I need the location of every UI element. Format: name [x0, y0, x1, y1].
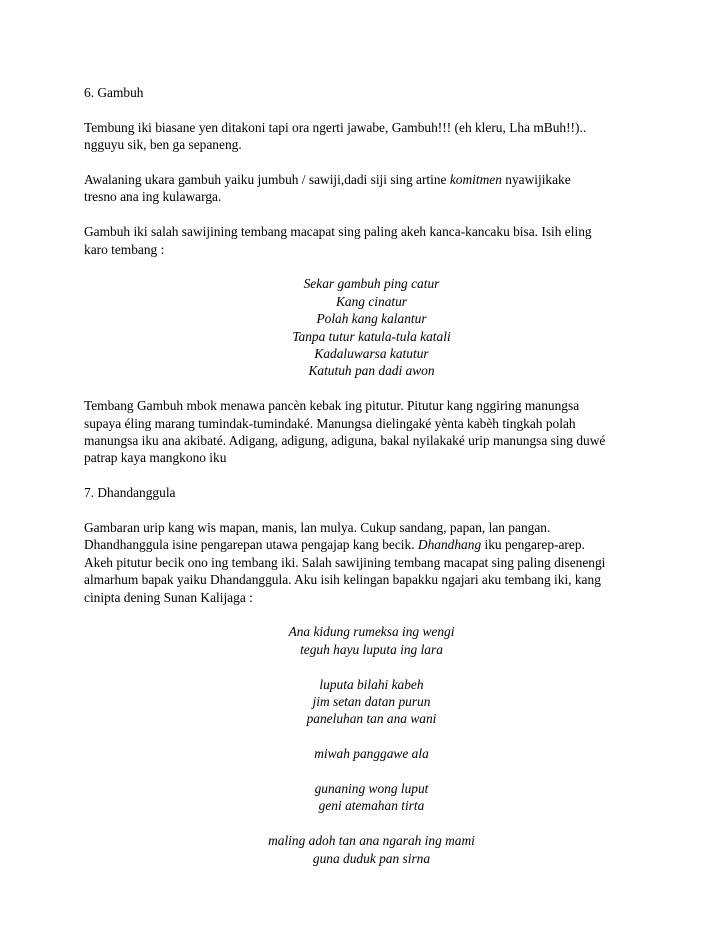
poem-line: miwah panggawe ala — [314, 746, 429, 762]
text-line: cinipta dening Sunan Kalijaga : — [84, 589, 253, 605]
document-page — [84, 84, 659, 867]
poem-line: Ana kidung rumeksa ing wengi — [288, 624, 455, 640]
poem-line: Kadaluwarsa katutur — [314, 346, 429, 362]
section-heading-dhandanggula: 7. Dhandanggula — [84, 485, 176, 501]
emphasis-dhandhang: Dhandhang — [417, 537, 482, 553]
text-segment: Awalaning ukara gambuh yaiku jumbuh / sawiji,dadi siji sing artine — [84, 172, 450, 187]
poem-stanza — [84, 676, 659, 728]
poem-gambuh — [84, 275, 659, 379]
text-line — [84, 536, 659, 553]
paragraph-gambuh-macapat — [84, 223, 659, 258]
text-segment: iku pengarep-arep. — [481, 537, 585, 553]
text-line: karo tembang : — [84, 241, 165, 257]
poem-line: Kang cinatur — [335, 293, 408, 309]
text-line: Tembang Gambuh mbok menawa pancèn kebak ing pitutur. Pitutur kang nggiring manungsa — [84, 398, 580, 414]
text-line: supaya éling marang tumindak-tumindaké. Manungsa dielingaké yènta kabèh tingkah polah — [84, 415, 576, 431]
text-line: Tembung iki biasane yen ditakoni tapi ora ngerti jawabe, Gambuh!!! (eh kleru, Lha mBuh!!).. — [84, 119, 587, 135]
poem-stanza — [84, 780, 659, 815]
section-heading-gambuh: 6. Gambuh — [84, 85, 144, 100]
poem-line: Tanpa tutur katula-tula katali — [292, 328, 451, 344]
poem-line: luputa bilahi kabeh — [319, 676, 424, 692]
poem-dhandanggula — [84, 623, 659, 867]
text-line: Gambuh iki salah sawijining tembang macapat sing paling akeh kanca-kancaku bisa. Isih eling — [84, 224, 592, 240]
text-line: almarhum bapak yaiku Dhandanggula. Aku isih kelingan bapakku ngajari aku tembang iki, kang — [84, 572, 601, 588]
paragraph-gambuh-meaning — [84, 171, 659, 206]
poem-line: maling adoh tan ana ngarah ing mami — [268, 833, 475, 849]
poem-line: Sekar gambuh ping catur — [303, 276, 440, 292]
poem-stanza — [84, 623, 659, 658]
poem-stanza — [84, 832, 659, 867]
text-line: tresno ana ing kulawarga. — [84, 189, 222, 205]
poem-line: Polah kang kalantur — [316, 311, 427, 327]
poem-line: geni atemahan tirta — [318, 798, 425, 814]
text-segment: nyawijikake — [501, 172, 571, 187]
text-line: Gambaran urip kang wis mapan, manis, lan mulya. Cukup sandang, papan, lan pangan. — [84, 520, 551, 536]
text-segment: Dhandhanggula isine pengarepan utawa pengajap kang becik. — [84, 537, 418, 553]
text-line: Akeh pitutur becik ono ing tembang iki. Salah sawijining tembang macapat sing paling disenengi — [84, 554, 606, 570]
text-line: patrap kaya mangkono iku — [84, 450, 227, 466]
poem-line: paneluhan tan ana wani — [306, 711, 437, 727]
text-line: manungsa iku ana akibaté. Adigang, adigung, adiguna, bakal nyilakaké urip manungsa sing duwé — [84, 433, 606, 449]
text-line: ngguyu sik, ben ga sepaneng. — [84, 137, 242, 153]
poem-line: teguh hayu luputa ing lara — [300, 641, 443, 657]
poem-stanza — [84, 745, 659, 762]
poem-line: gunaning wong luput — [314, 781, 429, 797]
paragraph-gambuh-pitutur — [84, 397, 659, 467]
text-line — [84, 171, 659, 188]
poem-line: Katutuh pan dadi awon — [308, 363, 435, 379]
paragraph-dhandanggula-intro — [84, 519, 659, 606]
poem-line: guna duduk pan sirna — [312, 850, 431, 866]
emphasis-komitmen: komitmen — [449, 172, 502, 187]
paragraph-gambuh-intro — [84, 119, 659, 154]
poem-line: jim setan datan purun — [312, 694, 431, 710]
